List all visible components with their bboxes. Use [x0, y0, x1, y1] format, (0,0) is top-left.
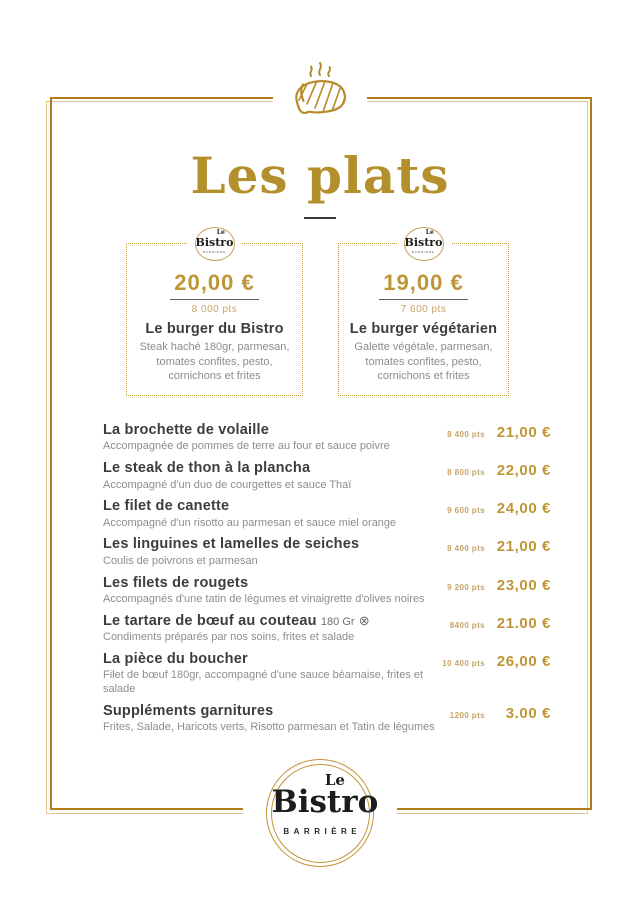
bistro-badge-logo: [188, 227, 242, 261]
dish-price: 19,00 €: [379, 270, 467, 300]
dish-name: Le burger du Bistro: [145, 321, 284, 337]
menu-item-row: [103, 651, 551, 697]
steak-icon: [273, 56, 367, 137]
logo-le: Le: [425, 229, 434, 236]
dish-price: 21.00 €: [496, 614, 551, 632]
dish-points: 8 000 pts: [191, 304, 238, 315]
dish-points: 8 800 pts: [447, 468, 485, 478]
dish-description: Accompagnés d'une tatin de légumes et vinaigrette d'olives noires: [103, 592, 425, 605]
menu-item-row: [103, 703, 551, 735]
menu-item-row: [103, 613, 551, 645]
dish-name: Le tartare de bœuf au couteau 180 Gr ⊗: [103, 612, 370, 629]
dish-points: 9 600 pts: [447, 506, 485, 516]
dish-description: Accompagnée de pommes de terre au four et sauce poivre: [103, 440, 390, 453]
dish-description: Filet de bœuf 180gr, accompagné d'une sauce béarnaise, frites et salade: [103, 669, 424, 695]
logo-le: Le: [324, 770, 345, 789]
dish-price: 22,00 €: [496, 462, 551, 480]
dish-description: Galette végétale, parmesan, tomates confites, pesto, cornichons et frites: [354, 341, 493, 383]
dish-points: 1200 pts: [449, 710, 485, 720]
dish-price: 23,00 €: [496, 576, 551, 594]
title-underline: [304, 217, 336, 219]
featured-dish-card: [126, 229, 303, 396]
featured-dish-card: [338, 229, 509, 396]
bistro-logo: [266, 759, 379, 867]
dish-description: Steak haché 180gr, parmesan, tomates confites, pesto, cornichons et frites: [139, 341, 290, 383]
dish-name: Le burger végétarien: [349, 321, 498, 337]
dish-name: Les filets de rougets: [103, 574, 249, 591]
logo-name: Bistro: [404, 236, 443, 249]
dish-name: Le steak de thon à la plancha: [103, 460, 311, 477]
logo-name: Bistro: [195, 236, 234, 249]
logo-subtitle: BARRIÈRE: [411, 250, 436, 254]
dish-price: 3.00 €: [505, 704, 551, 722]
dish-description: Coulis de poivrons et parmesan: [103, 554, 258, 567]
raw-meat-icon: ⊗: [358, 612, 370, 628]
dish-price: 26,00 €: [496, 652, 551, 670]
dish-description: Condiments préparés par nos soins, frites et salade: [103, 631, 355, 644]
dish-name: La pièce du boucher: [103, 650, 248, 667]
menu-item-row: [103, 536, 551, 568]
dish-points: 8 400 pts: [447, 430, 485, 439]
bistro-badge-logo: [397, 227, 451, 261]
dish-price: 21,00 €: [496, 424, 551, 441]
logo-subtitle: BARRIÈRE: [202, 250, 227, 254]
menu-item-row: [103, 422, 551, 454]
dish-name: Les linguines et lamelles de seiches: [103, 536, 360, 553]
menu-item-row: [103, 498, 551, 530]
menu-item-row: [103, 575, 551, 607]
dish-name: Suppléments garnitures: [103, 702, 274, 719]
dish-price: 21,00 €: [496, 538, 551, 556]
dish-price: 24,00 €: [496, 500, 551, 518]
dish-points: 8400 pts: [449, 620, 485, 630]
page-title: Les plats: [190, 146, 450, 205]
dish-name: La brochette de volaille: [103, 422, 269, 438]
logo-le: Le: [216, 229, 225, 236]
dish-points: 7 600 pts: [400, 304, 447, 315]
dish-points: 8 400 pts: [447, 544, 485, 554]
dish-points: 10 400 pts: [442, 658, 485, 668]
dish-points: 9 200 pts: [447, 582, 485, 592]
dish-description: Accompagné d'un duo de courgettes et sauce Thaï: [103, 478, 352, 491]
logo-name: Bistro: [271, 783, 379, 820]
dish-weight: 180 Gr: [320, 615, 355, 628]
dish-description: Accompagné d'un risotto au parmesan et sauce miel orange: [103, 516, 397, 529]
dish-name: Le filet de canette: [103, 498, 230, 515]
dish-description: Frites, Salade, Haricots verts, Risotto parmesan et Tatin de légumes: [103, 721, 435, 734]
menu-item-row: [103, 460, 551, 492]
menu-list: [103, 422, 551, 735]
dish-price: 20,00 €: [170, 270, 258, 300]
logo-subtitle: BARRIÈRE: [283, 826, 362, 836]
